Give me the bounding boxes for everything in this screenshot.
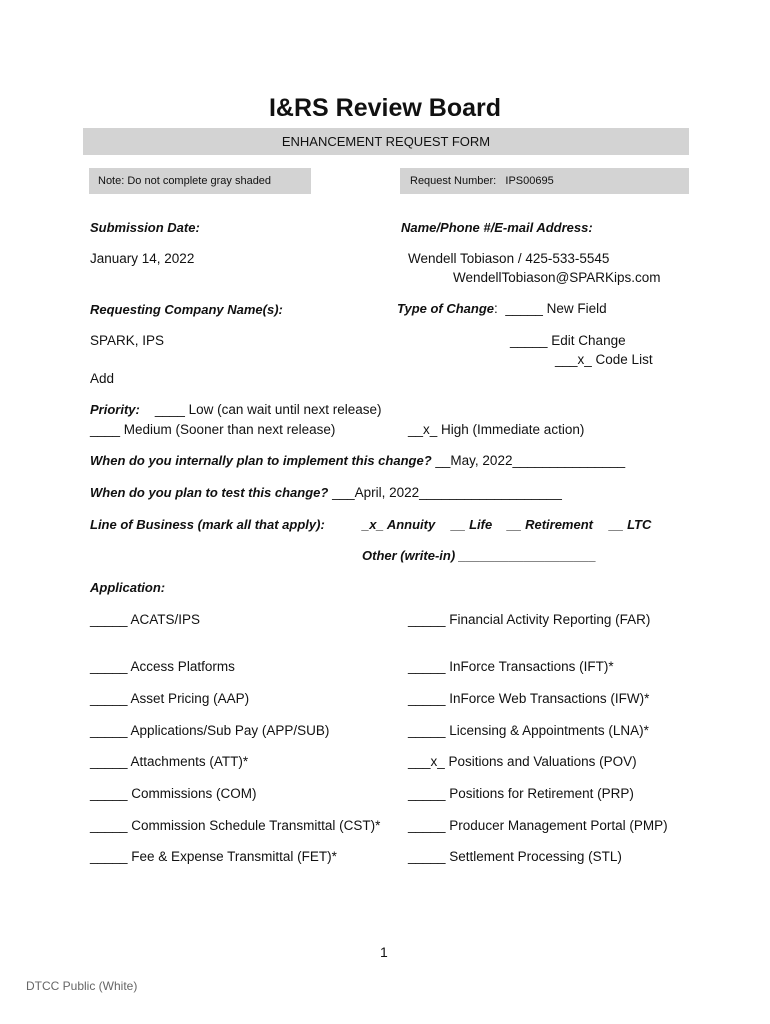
page-number: 1 xyxy=(380,944,388,960)
app-right-item: ___x_ Positions and Valuations (POV) xyxy=(408,754,637,769)
form-title: I&RS Review Board xyxy=(268,94,501,122)
app-left-item: _____ Attachments (ATT)* xyxy=(90,754,249,769)
edit-change-option: _____ Edit Change xyxy=(510,333,626,348)
lob-annuity: _x_ Annuity xyxy=(362,517,436,532)
app-left-item: _____ Commission Schedule Transmittal (CST)* xyxy=(90,818,381,833)
app-right-item: _____ Settlement Processing (STL) xyxy=(408,849,622,864)
type-of-change-row xyxy=(397,301,607,316)
code-list-option: ___x_ Code List xyxy=(555,352,653,367)
app-left-item: _____ Applications/Sub Pay (APP/SUB) xyxy=(90,723,330,738)
type-of-change-colon: : xyxy=(494,301,498,316)
app-right-item: _____ Financial Activity Reporting (FAR) xyxy=(408,612,651,627)
lob-life: __ Life xyxy=(451,517,493,532)
priority-medium: ____ Medium (Sooner than next release) xyxy=(90,422,336,437)
app-left-item: _____ ACATS/IPS xyxy=(90,612,201,627)
app-right-item: _____ Positions for Retirement (PRP) xyxy=(408,786,634,801)
submission-date-label: Submission Date: xyxy=(90,220,200,235)
priority-label: Priority: xyxy=(90,402,140,417)
lob-ltc: __ LTC xyxy=(609,517,652,532)
request-number-value: IPS00695 xyxy=(505,175,554,187)
app-right-item: _____ InForce Web Transactions (IFW)* xyxy=(408,691,650,706)
contact-name-phone: Wendell Tobiason / 425-533-5545 xyxy=(408,251,610,266)
lob-other-write-in: Other (write-in) ___________________ xyxy=(362,548,597,563)
classification-footer: DTCC Public (White) xyxy=(26,979,138,993)
company-name-value: SPARK, IPS xyxy=(90,333,165,348)
priority-row xyxy=(90,402,382,417)
test-answer: ___April, 2022___________________ xyxy=(332,485,562,500)
app-right-item: _____ InForce Transactions (IFT)* xyxy=(408,659,614,674)
test-row xyxy=(90,485,562,500)
type-of-change-label: Type of Change xyxy=(397,301,495,316)
app-left-item: _____ Fee & Expense Transmittal (FET)* xyxy=(90,849,337,864)
request-number-label: Request Number: xyxy=(410,175,497,187)
app-right-item: _____ Producer Management Portal (PMP) xyxy=(408,818,668,833)
gray-shaded-note: Note: Do not complete gray shaded xyxy=(89,168,311,194)
implement-question: When do you internally plan to implement this change? xyxy=(90,453,432,468)
company-name-label: Requesting Company Name(s): xyxy=(90,302,283,317)
app-left-item: _____ Commissions (COM) xyxy=(90,786,257,801)
submission-date-value: January 14, 2022 xyxy=(90,251,195,266)
priority-low: ____ Low (can wait until next release) xyxy=(154,402,382,417)
priority-high: __x_ High (Immediate action) xyxy=(408,422,585,437)
lob-retirement: __ Retirement xyxy=(507,517,593,532)
request-number-box xyxy=(400,168,689,194)
app-left-item: _____ Asset Pricing (AAP) xyxy=(90,691,250,706)
company-add-text: Add xyxy=(90,371,115,386)
app-right-item: _____ Licensing & Appointments (LNA)* xyxy=(408,723,649,738)
implement-answer: __May, 2022_______________ xyxy=(435,453,626,468)
form-name-banner: ENHANCEMENT REQUEST FORM xyxy=(83,128,689,155)
contact-label: Name/Phone #/E-mail Address: xyxy=(401,220,593,235)
contact-email: WendellTobiason@SPARKips.com xyxy=(453,270,661,285)
new-field-option: _____ New Field xyxy=(505,301,607,316)
application-label: Application: xyxy=(90,580,166,595)
implement-row xyxy=(90,453,625,468)
app-left-item: _____ Access Platforms xyxy=(90,659,235,674)
test-question: When do you plan to test this change? xyxy=(90,485,329,500)
line-of-business-label: Line of Business (mark all that apply): xyxy=(90,517,325,532)
